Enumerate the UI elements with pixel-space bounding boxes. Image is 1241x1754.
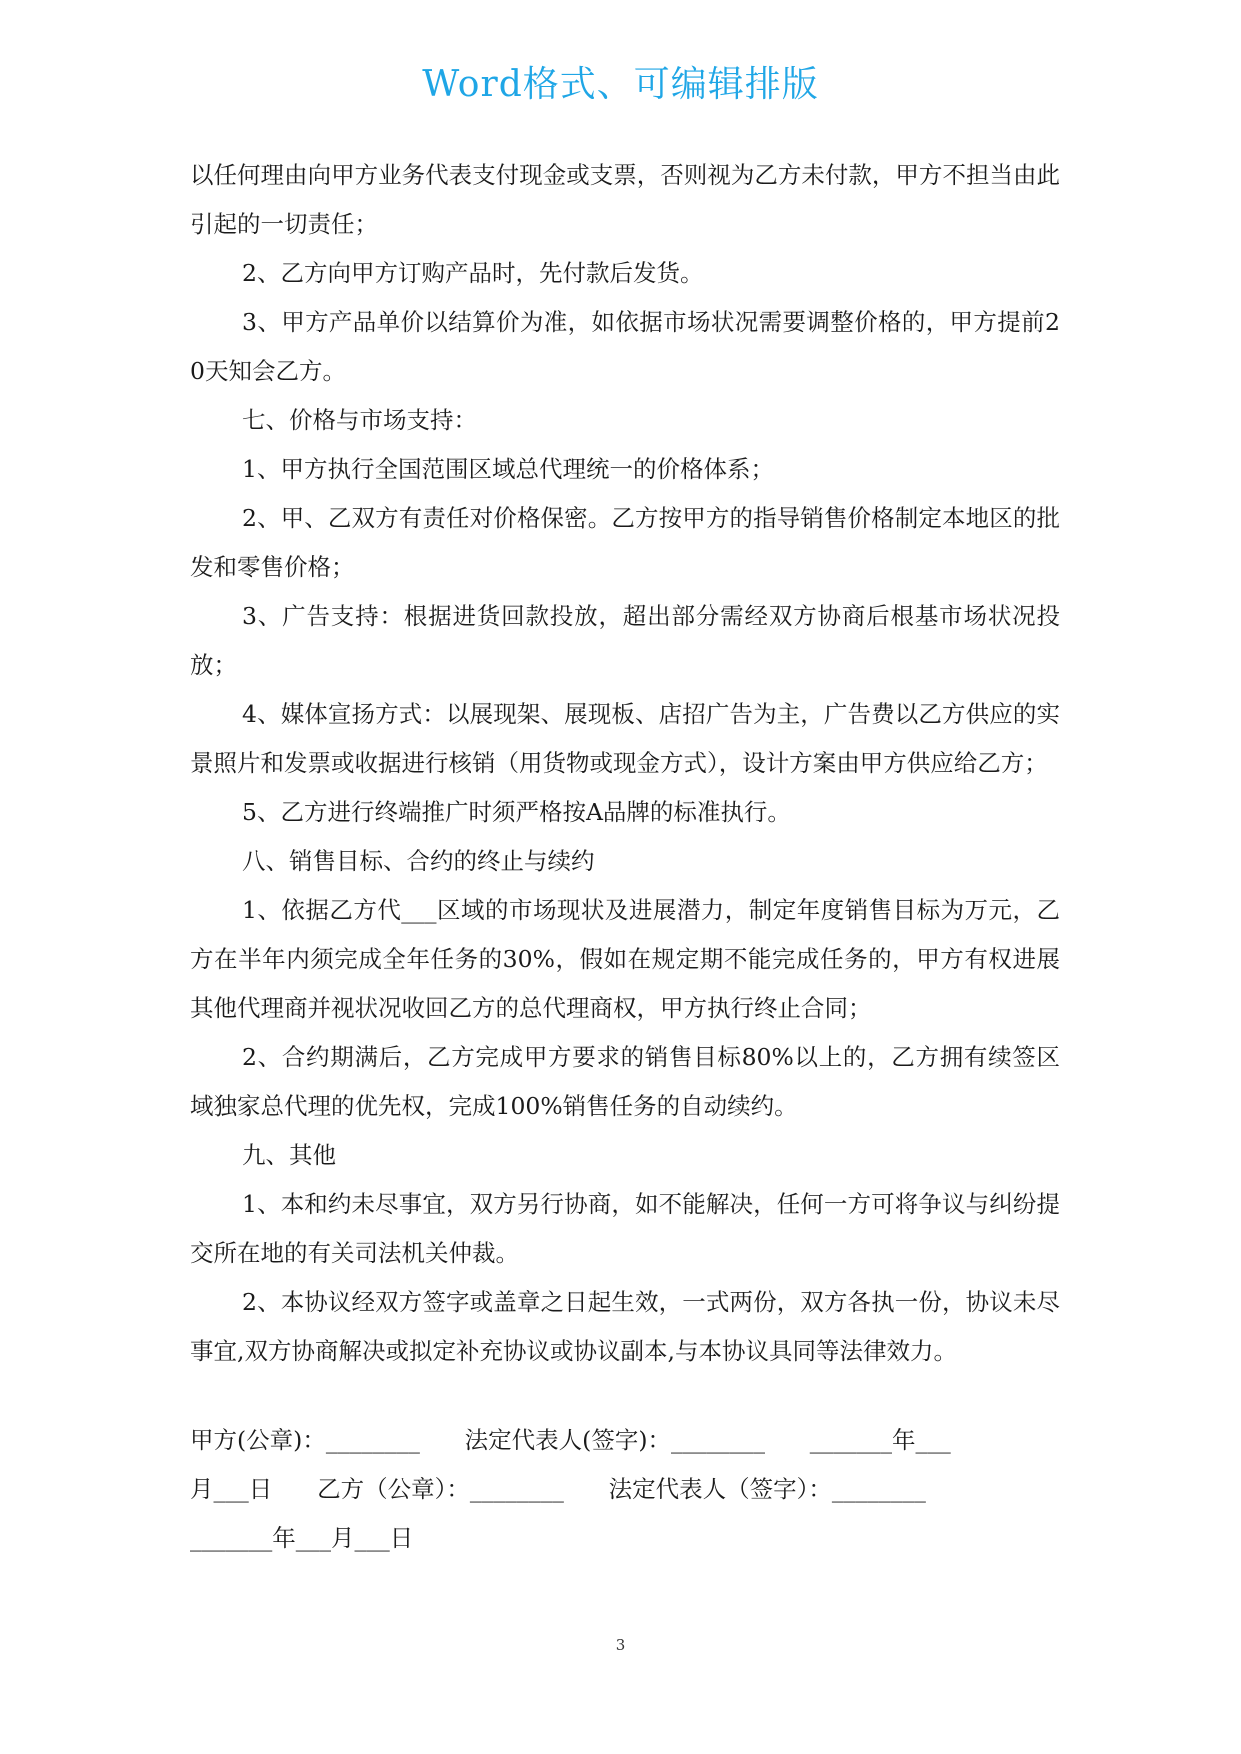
paragraph: 2、甲、乙双方有责任对价格保密。乙方按甲方的指导销售价格制定本地区的批发和零售价格； [190,504,1060,581]
signature-line: _______年___月___日 [190,1524,414,1552]
page-header-title: Word格式、可编辑排版 [422,64,819,105]
signature-line: 甲方(公章)：________ 法定代表人(签字)：________ _______年___ [190,1426,951,1454]
section-heading: 八、销售目标、合约的终止与续约 [242,847,595,875]
paragraph: 4、媒体宣扬方式：以展现架、展现板、店招广告为主，广告费以乙方供应的实景照片和发票或收据进行核销（用货物或现金方式），设计方案由甲方供应给乙方； [190,700,1060,777]
document-body [190,151,1060,1376]
paragraph: 3、广告支持：根据进货回款投放，超出部分需经双方协商后根基市场状况投放； [190,602,1060,679]
page-number: 3 [615,1636,626,1654]
paragraph: 5、乙方进行终端推广时须严格按A品牌的标准执行。 [242,798,791,826]
paragraph: 以任何理由向甲方业务代表支付现金或支票，否则视为乙方未付款，甲方不担当由此引起的一切责任； [190,161,1060,238]
paragraph: 3、甲方产品单价以结算价为准，如依据市场状况需要调整价格的，甲方提前20天知会乙方。 [190,308,1060,385]
paragraph: 2、乙方向甲方订购产品时，先付款后发货。 [242,259,704,287]
section-heading: 九、其他 [242,1141,336,1169]
section-heading: 七、价格与市场支持： [242,406,477,434]
paragraph: 1、甲方执行全国范围区域总代理统一的价格体系； [242,455,774,483]
paragraph: 1、本和约未尽事宜，双方另行协商，如不能解决，任何一方可将争议与纠纷提交所在地的有关司法机关仲裁。 [190,1190,1060,1267]
paragraph: 2、合约期满后，乙方完成甲方要求的销售目标80%以上的，乙方拥有续签区域独家总代理的优先权，完成100%销售任务的自动续约。 [190,1043,1060,1120]
signature-line: 月___日 乙方（公章）：________ 法定代表人（签字）：________ [190,1475,926,1503]
paragraph: 2、本协议经双方签字或盖章之日起生效，一式两份，双方各执一份，协议未尽事宜,双方协商解决或拟定补充协议或协议副本,与本协议具同等法律效力。 [190,1288,1060,1365]
paragraph: 1、依据乙方代___区域的市场现状及进展潜力，制定年度销售目标为万元，乙方在半年内须完成全年任务的30%，假如在规定期不能完成任务的，甲方有权进展其他代理商并视状况收回乙方的总代理商权，甲方执行终止合同； [190,896,1060,1022]
